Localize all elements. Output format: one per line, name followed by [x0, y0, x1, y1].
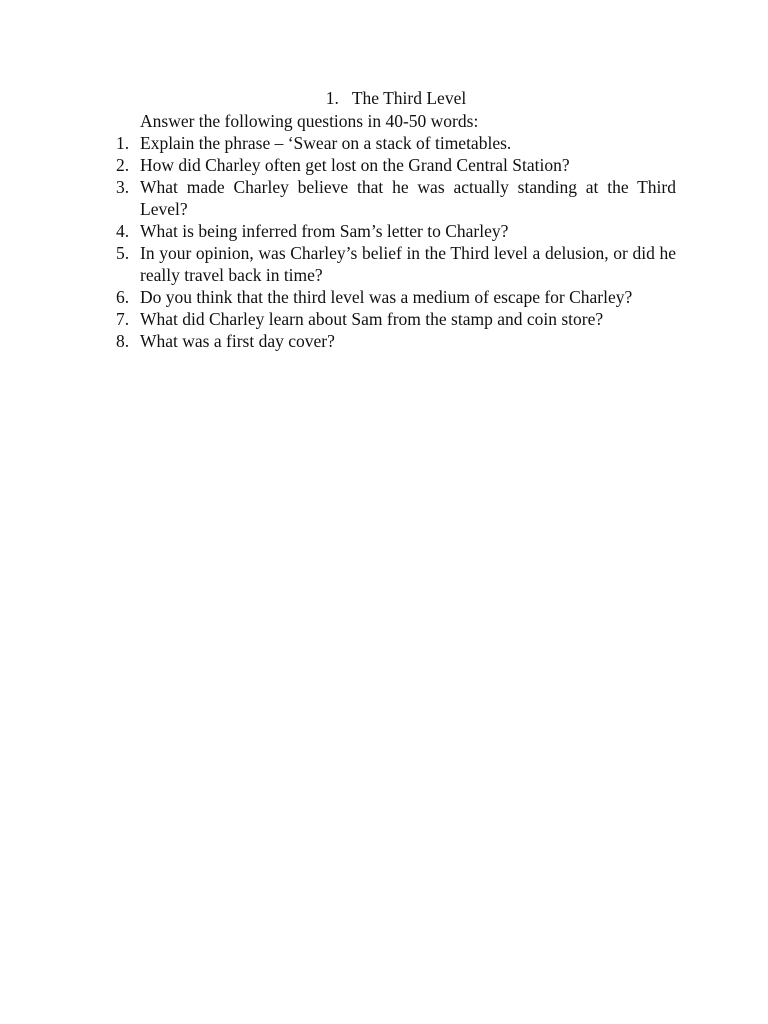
question-number: 2.: [116, 155, 130, 175]
question-number: 3.: [116, 177, 130, 197]
question-number: 5.: [116, 243, 130, 263]
question-text: What is being inferred from Sam’s letter to Charley?: [140, 221, 509, 241]
question-text: What did Charley learn about Sam from the stamp and coin store?: [140, 309, 604, 329]
question-item: [116, 220, 676, 242]
question-item: [116, 132, 676, 154]
question-item: [116, 308, 676, 330]
question-text: In your opinion, was Charley’s belief in the Third level a delusion, or did he really travel back in time?: [140, 243, 676, 285]
question-item: [116, 286, 676, 308]
question-text: Do you think that the third level was a medium of escape for Charley?: [140, 287, 633, 307]
chapter-title: The Third Level: [351, 88, 467, 108]
question-text: Explain the phrase – ‘Swear on a stack of timetables.: [140, 133, 512, 153]
chapter-number: 1.: [325, 88, 339, 108]
question-number: 6.: [116, 287, 130, 307]
question-number: 7.: [116, 309, 130, 329]
question-text: How did Charley often get lost on the Grand Central Station?: [140, 155, 570, 175]
question-item: [116, 176, 676, 220]
question-item: [116, 330, 676, 352]
question-item: [116, 242, 676, 286]
chapter-heading: [116, 87, 676, 109]
question-number: 1.: [116, 133, 130, 153]
question-number: 4.: [116, 221, 130, 241]
question-number: 8.: [116, 331, 130, 351]
instruction-text: Answer the following questions in 40-50 words:: [140, 111, 479, 131]
question-text: What made Charley believe that he was actually standing at the Third Level?: [140, 177, 676, 219]
question-text: What was a first day cover?: [140, 331, 335, 351]
question-item: [116, 154, 676, 176]
question-list: [116, 132, 676, 352]
